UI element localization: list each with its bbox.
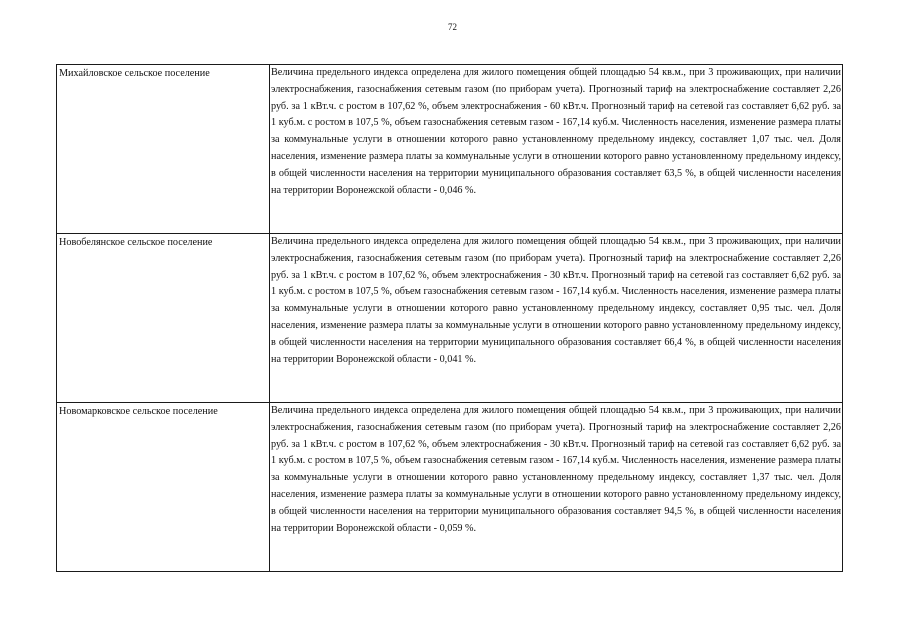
table-row (57, 234, 843, 403)
table-row (57, 65, 843, 234)
settlement-description-cell (270, 234, 843, 403)
settlement-index-table (56, 64, 843, 572)
settlement-name-cell (57, 234, 270, 403)
settlement-description-cell (270, 65, 843, 234)
page-number: 72 (448, 22, 457, 32)
settlement-name-cell (57, 403, 270, 572)
table-row (57, 403, 843, 572)
settlement-name: Новомарковское сельское поселение (59, 406, 218, 417)
settlement-name-cell (57, 65, 270, 234)
settlement-name: Новобелянское сельское поселение (59, 237, 213, 248)
settlement-description-cell (270, 403, 843, 572)
settlement-description: Величина предельного индекса определена для жилого помещения общей площадью 54 кв.м., при 3 проживающих, при наличии электроснабжения, газоснабжения сетевым газом (по приборам учета). Прогнозный тариф на электроснабжение составляет 2,26 руб. за 1 кВт.ч. с ростом в 107,62 %, объем электроснабжения - 30 кВт.ч. Прогнозный тариф на сетевой газ составляет 6,62 руб. за 1 куб.м. с ростом в 107,5 %, объем газоснабжения сетевым газом - 167,14 куб.м. Численность населения, изменение размера платы за коммунальные услуги в отношении которого равно установленному предельному индексу, составляет 0,95 тыс. чел. Доля населения, изменение размера платы за коммунальные услуги в отношении которого равно установленному предельному индексу, в общей численности населения на территории муниципального образования составляет 66,4 %, в общей численности населения на территории Воронежской области - 0,041 %. (271, 236, 841, 365)
settlement-name: Михайловское сельское поселение (59, 68, 210, 79)
settlement-description: Величина предельного индекса определена для жилого помещения общей площадью 54 кв.м., при 3 проживающих, при наличии электроснабжения, газоснабжения сетевым газом (по приборам учета). Прогнозный тариф на электроснабжение составляет 2,26 руб. за 1 кВт.ч. с ростом в 107,62 %, объем электроснабжения - 60 кВт.ч. Прогнозный тариф на сетевой газ составляет 6,62 руб. за 1 куб.м. с ростом в 107,5 %, объем газоснабжения сетевым газом - 167,14 куб.м. Численность населения, изменение размера платы за коммунальные услуги в отношении которого равно установленному предельному индексу, составляет 1,07 тыс. чел. Доля населения, изменение размера платы за коммунальные услуги в отношении которого равно установленному предельному индексу, в общей численности населения на территории муниципального образования составляет 63,5 %, в общей численности населения на территории Воронежской области - 0,046 %. (271, 67, 841, 196)
settlement-description: Величина предельного индекса определена для жилого помещения общей площадью 54 кв.м., при 3 проживающих, при наличии электроснабжения, газоснабжения сетевым газом (по приборам учета). Прогнозный тариф на электроснабжение составляет 2,26 руб. за 1 кВт.ч. с ростом в 107,62 %, объем электроснабжения - 30 кВт.ч. Прогнозный тариф на сетевой газ составляет 6,62 руб. за 1 куб.м. с ростом в 107,5 %, объем газоснабжения сетевым газом - 167,14 куб.м. Численность населения, изменение размера платы за коммунальные услуги в отношении которого равно установленному предельному индексу, составляет 1,37 тыс. чел. Доля населения, изменение размера платы за коммунальные услуги в отношении которого равно установленному предельному индексу, в общей численности населения на территории муниципального образования составляет 94,5 %, в общей численности населения на территории Воронежской области - 0,059 %. (271, 405, 841, 534)
